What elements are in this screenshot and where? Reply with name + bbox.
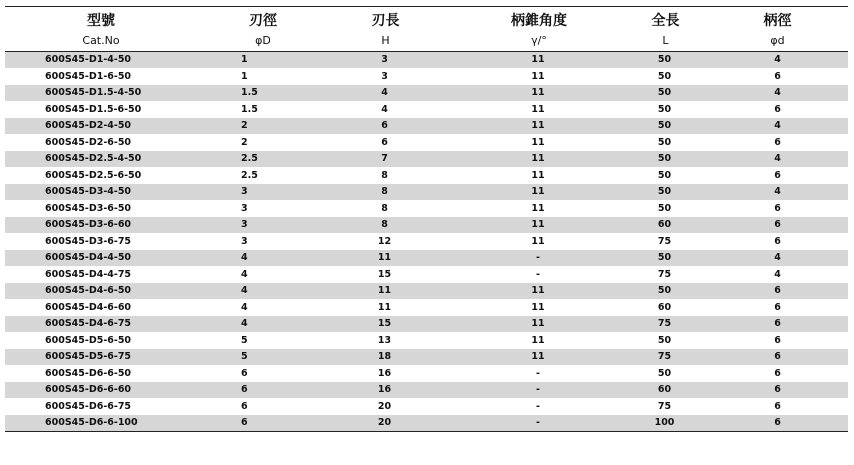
- taper-angle-cell: 11: [482, 52, 624, 69]
- taper-angle-cell: 11: [482, 167, 624, 184]
- taper-angle-cell: 11: [482, 349, 624, 366]
- shank-diameter-cell: 6: [735, 365, 848, 382]
- table-row: [5, 398, 848, 415]
- header-overall-length: 全長: [624, 7, 735, 31]
- shank-diameter-cell: 6: [735, 217, 848, 234]
- blade-length-cell: 8: [339, 200, 482, 217]
- cat-no-cell: 600S45-D2-6-50: [5, 134, 197, 151]
- blade-length-cell: 20: [339, 415, 482, 432]
- cat-no-cell: 600S45-D4-4-50: [5, 250, 197, 267]
- blade-length-cell: 16: [339, 382, 482, 399]
- table-row: [5, 266, 848, 283]
- shank-diameter-cell: 6: [735, 101, 848, 118]
- cat-no-cell: 600S45-D4-6-75: [5, 316, 197, 333]
- table-row: [5, 283, 848, 300]
- blade-length-cell: 6: [339, 134, 482, 151]
- cat-no-cell: 600S45-D2.5-4-50: [5, 151, 197, 168]
- table-row: [5, 118, 848, 135]
- shank-diameter-cell: 6: [735, 349, 848, 366]
- cat-no-cell: 600S45-D6-6-60: [5, 382, 197, 399]
- header-blade-diameter: 刃徑: [197, 7, 339, 31]
- blade-diameter-cell: 6: [197, 398, 339, 415]
- taper-angle-cell: 11: [482, 85, 624, 102]
- blade-diameter-cell: 3: [197, 217, 339, 234]
- shank-diameter-cell: 4: [735, 184, 848, 201]
- cat-no-cell: 600S45-D1-6-50: [5, 68, 197, 85]
- cat-no-cell: 600S45-D1-4-50: [5, 52, 197, 69]
- blade-diameter-cell: 5: [197, 349, 339, 366]
- shank-diameter-cell: 4: [735, 250, 848, 267]
- taper-angle-cell: 11: [482, 200, 624, 217]
- overall-length-cell: 50: [624, 101, 735, 118]
- blade-length-cell: 8: [339, 217, 482, 234]
- taper-angle-cell: 11: [482, 217, 624, 234]
- overall-length-cell: 50: [624, 332, 735, 349]
- taper-angle-cell: 11: [482, 134, 624, 151]
- blade-length-cell: 7: [339, 151, 482, 168]
- shank-diameter-cell: 6: [735, 233, 848, 250]
- blade-length-cell: 4: [339, 101, 482, 118]
- blade-diameter-cell: 1: [197, 52, 339, 69]
- shank-diameter-cell: 6: [735, 134, 848, 151]
- overall-length-cell: 50: [624, 52, 735, 69]
- blade-diameter-cell: 3: [197, 200, 339, 217]
- blade-diameter-cell: 2.5: [197, 151, 339, 168]
- shank-diameter-cell: 6: [735, 299, 848, 316]
- blade-diameter-cell: 3: [197, 184, 339, 201]
- cat-no-cell: 600S45-D5-6-50: [5, 332, 197, 349]
- shank-diameter-cell: 4: [735, 151, 848, 168]
- header-shank-taper-angle: 柄錐角度: [482, 7, 624, 31]
- taper-angle-cell: 11: [482, 184, 624, 201]
- blade-diameter-cell: 1.5: [197, 101, 339, 118]
- cat-no-cell: 600S45-D1.5-6-50: [5, 101, 197, 118]
- blade-length-cell: 11: [339, 283, 482, 300]
- blade-length-cell: 3: [339, 52, 482, 69]
- taper-angle-cell: 11: [482, 101, 624, 118]
- overall-length-cell: 50: [624, 250, 735, 267]
- overall-length-cell: 50: [624, 200, 735, 217]
- header-l: L: [624, 30, 735, 52]
- header-cat-no: Cat.No: [5, 30, 197, 52]
- cat-no-cell: 600S45-D2.5-6-50: [5, 167, 197, 184]
- overall-length-cell: 75: [624, 233, 735, 250]
- cat-no-cell: 600S45-D3-6-75: [5, 233, 197, 250]
- blade-diameter-cell: 1: [197, 68, 339, 85]
- table-row: [5, 332, 848, 349]
- taper-angle-cell: 11: [482, 316, 624, 333]
- table-body: [5, 52, 848, 432]
- table-row: [5, 101, 848, 118]
- blade-length-cell: 20: [339, 398, 482, 415]
- blade-diameter-cell: 6: [197, 365, 339, 382]
- shank-diameter-cell: 6: [735, 283, 848, 300]
- taper-angle-cell: 11: [482, 118, 624, 135]
- shank-diameter-cell: 4: [735, 52, 848, 69]
- table-row: [5, 151, 848, 168]
- table-row: [5, 68, 848, 85]
- table-row: [5, 184, 848, 201]
- table-row: [5, 250, 848, 267]
- blade-diameter-cell: 4: [197, 283, 339, 300]
- taper-angle-cell: 11: [482, 283, 624, 300]
- table-row: [5, 316, 848, 333]
- taper-angle-cell: -: [482, 415, 624, 432]
- header-phi-d-upper: φD: [197, 30, 339, 52]
- table-row: [5, 415, 848, 432]
- cat-no-cell: 600S45-D3-6-50: [5, 200, 197, 217]
- overall-length-cell: 75: [624, 316, 735, 333]
- table-row: [5, 233, 848, 250]
- table-row: [5, 85, 848, 102]
- cat-no-cell: 600S45-D4-6-60: [5, 299, 197, 316]
- blade-diameter-cell: 1.5: [197, 85, 339, 102]
- blade-diameter-cell: 4: [197, 250, 339, 267]
- shank-diameter-cell: 4: [735, 85, 848, 102]
- blade-diameter-cell: 4: [197, 316, 339, 333]
- shank-diameter-cell: 4: [735, 266, 848, 283]
- shank-diameter-cell: 6: [735, 68, 848, 85]
- blade-length-cell: 13: [339, 332, 482, 349]
- header-blade-length: 刃長: [339, 7, 482, 31]
- header-phi-d-lower: φd: [735, 30, 848, 52]
- overall-length-cell: 100: [624, 415, 735, 432]
- blade-length-cell: 18: [339, 349, 482, 366]
- overall-length-cell: 50: [624, 184, 735, 201]
- overall-length-cell: 75: [624, 266, 735, 283]
- blade-length-cell: 3: [339, 68, 482, 85]
- overall-length-cell: 60: [624, 382, 735, 399]
- blade-length-cell: 6: [339, 118, 482, 135]
- blade-length-cell: 8: [339, 184, 482, 201]
- table-row: [5, 349, 848, 366]
- taper-angle-cell: 11: [482, 233, 624, 250]
- cat-no-cell: 600S45-D4-6-50: [5, 283, 197, 300]
- header-shank-diameter: 柄徑: [735, 7, 848, 31]
- blade-length-cell: 15: [339, 316, 482, 333]
- overall-length-cell: 75: [624, 349, 735, 366]
- taper-angle-cell: -: [482, 266, 624, 283]
- table-row: [5, 167, 848, 184]
- overall-length-cell: 60: [624, 217, 735, 234]
- shank-diameter-cell: 6: [735, 415, 848, 432]
- blade-diameter-cell: 4: [197, 266, 339, 283]
- blade-length-cell: 11: [339, 299, 482, 316]
- blade-length-cell: 12: [339, 233, 482, 250]
- table-row: [5, 382, 848, 399]
- cat-no-cell: 600S45-D6-6-75: [5, 398, 197, 415]
- overall-length-cell: 50: [624, 167, 735, 184]
- blade-length-cell: 4: [339, 85, 482, 102]
- table-row: [5, 299, 848, 316]
- overall-length-cell: 50: [624, 151, 735, 168]
- cat-no-cell: 600S45-D3-4-50: [5, 184, 197, 201]
- cat-no-cell: 600S45-D6-6-50: [5, 365, 197, 382]
- spec-table: [5, 6, 848, 432]
- header-gamma: γ/°: [482, 30, 624, 52]
- taper-angle-cell: 11: [482, 299, 624, 316]
- taper-angle-cell: 11: [482, 151, 624, 168]
- table-row: [5, 134, 848, 151]
- cat-no-cell: 600S45-D3-6-60: [5, 217, 197, 234]
- table-row: [5, 52, 848, 69]
- cat-no-cell: 600S45-D2-4-50: [5, 118, 197, 135]
- shank-diameter-cell: 6: [735, 382, 848, 399]
- cat-no-cell: 600S45-D5-6-75: [5, 349, 197, 366]
- shank-diameter-cell: 4: [735, 118, 848, 135]
- blade-diameter-cell: 2: [197, 118, 339, 135]
- header-h: H: [339, 30, 482, 52]
- overall-length-cell: 50: [624, 283, 735, 300]
- blade-diameter-cell: 3: [197, 233, 339, 250]
- shank-diameter-cell: 6: [735, 200, 848, 217]
- blade-length-cell: 16: [339, 365, 482, 382]
- overall-length-cell: 50: [624, 134, 735, 151]
- table-row: [5, 365, 848, 382]
- blade-diameter-cell: 2: [197, 134, 339, 151]
- blade-length-cell: 8: [339, 167, 482, 184]
- taper-angle-cell: -: [482, 365, 624, 382]
- blade-length-cell: 11: [339, 250, 482, 267]
- shank-diameter-cell: 6: [735, 316, 848, 333]
- overall-length-cell: 75: [624, 398, 735, 415]
- table-row: [5, 217, 848, 234]
- cat-no-cell: 600S45-D4-4-75: [5, 266, 197, 283]
- taper-angle-cell: -: [482, 398, 624, 415]
- table-row: [5, 200, 848, 217]
- shank-diameter-cell: 6: [735, 398, 848, 415]
- shank-diameter-cell: 6: [735, 332, 848, 349]
- taper-angle-cell: 11: [482, 332, 624, 349]
- taper-angle-cell: -: [482, 382, 624, 399]
- blade-diameter-cell: 5: [197, 332, 339, 349]
- table-header: [5, 7, 848, 52]
- blade-length-cell: 15: [339, 266, 482, 283]
- blade-diameter-cell: 4: [197, 299, 339, 316]
- overall-length-cell: 60: [624, 299, 735, 316]
- overall-length-cell: 50: [624, 85, 735, 102]
- header-row-chinese: [5, 7, 848, 31]
- cat-no-cell: 600S45-D1.5-4-50: [5, 85, 197, 102]
- overall-length-cell: 50: [624, 68, 735, 85]
- overall-length-cell: 50: [624, 118, 735, 135]
- shank-diameter-cell: 6: [735, 167, 848, 184]
- taper-angle-cell: 11: [482, 68, 624, 85]
- blade-diameter-cell: 6: [197, 415, 339, 432]
- blade-diameter-cell: 6: [197, 382, 339, 399]
- blade-diameter-cell: 2.5: [197, 167, 339, 184]
- taper-angle-cell: -: [482, 250, 624, 267]
- cat-no-cell: 600S45-D6-6-100: [5, 415, 197, 432]
- overall-length-cell: 50: [624, 365, 735, 382]
- header-row-english: [5, 30, 848, 52]
- header-model: 型號: [5, 7, 197, 31]
